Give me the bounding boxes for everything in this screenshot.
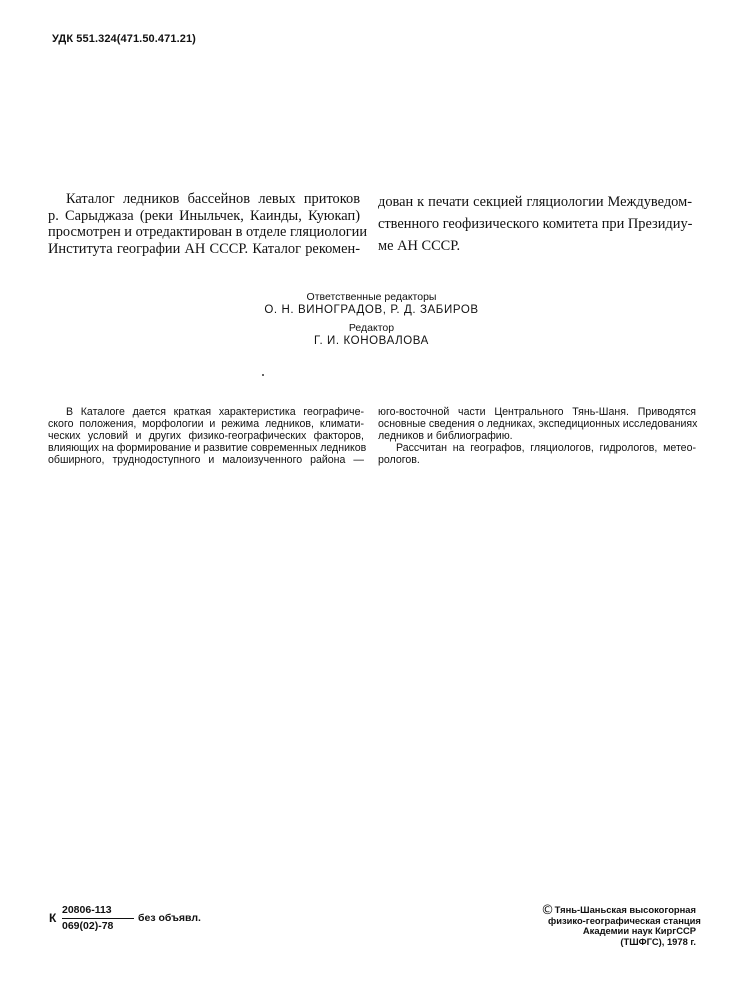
- abstract-line: ского положения, морфологии и режима ледников, климати-: [48, 417, 364, 430]
- abstract-line: рологов.: [378, 453, 420, 466]
- copyright-holder: [548, 904, 701, 947]
- imprint-k-letter: К: [49, 911, 57, 925]
- copyright-icon: ©: [541, 903, 554, 918]
- annotation-left-column: [48, 191, 368, 257]
- annotation-line: просмотрен и отредактирован в отделе гляциологии: [48, 224, 368, 240]
- copyright-line: (ТШФГС), 1978 г.: [620, 935, 696, 947]
- abstract-line: Рассчитан на географов, гляциологов, гидрологов, метео-: [396, 441, 696, 454]
- imprint-no-ad: без объявл.: [138, 912, 201, 924]
- annotation-line: Института географии АН СССР. Каталог рекомен-: [48, 240, 360, 257]
- annotation-line: дован к печати секцией гляциологии Междуведом-: [378, 194, 692, 210]
- imprint-code-numerator: 20806-113: [62, 904, 112, 916]
- abstract-line: обширного, труднодоступного и малоизученного района —: [48, 453, 364, 466]
- abstract-left-column: [48, 406, 367, 467]
- abstract-line: влияющих на формирование и развитие современных ледников: [48, 441, 367, 454]
- annotation-line: р. Сарыджаза (реки Иныльчек, Каинды, Куюкап): [48, 207, 360, 224]
- abstract-line: ческих условий и других физико-географических факторов,: [48, 429, 364, 442]
- copyright-line: Тянь-Шаньская высокогорная: [554, 904, 696, 915]
- imprint-fraction-line: [62, 918, 134, 919]
- annotation-line: Каталог ледников бассейнов левых притоков: [66, 191, 360, 207]
- annotation-line: ме АН СССР.: [378, 238, 461, 254]
- abstract-line: В Каталоге дается краткая характеристика географиче-: [66, 406, 364, 418]
- imprint-code-denominator: 069(02)-78: [62, 920, 114, 932]
- copyright-line: физико-географическая станция: [548, 914, 701, 926]
- abstract-line: ледников и библиографию.: [378, 429, 513, 442]
- abstract-line: юго-восточной части Центрального Тянь-Шаня. Приводятся: [378, 406, 696, 418]
- copyright-line: Академии наук КиргССР: [582, 925, 696, 937]
- annotation-line: ственного геофизического комитета при Президиу-: [378, 216, 693, 232]
- udk-classification: УДК 551.324(471.50.471.21): [52, 33, 196, 45]
- abstract-right-column: [378, 407, 696, 467]
- editor-name: Г. И. КОНОВАЛОВА: [314, 335, 429, 347]
- responsible-editors-names: О. Н. ВИНОГРАДОВ, Р. Д. ЗАБИРОВ: [264, 304, 479, 316]
- abstract-line: основные сведения о ледниках, экспедиционных исследованиях: [378, 417, 698, 430]
- responsible-editors-label: Ответственные редакторы: [306, 291, 437, 303]
- annotation-right-column: [378, 191, 692, 257]
- print-speck: [262, 374, 264, 376]
- editor-label: Редактор: [348, 322, 395, 334]
